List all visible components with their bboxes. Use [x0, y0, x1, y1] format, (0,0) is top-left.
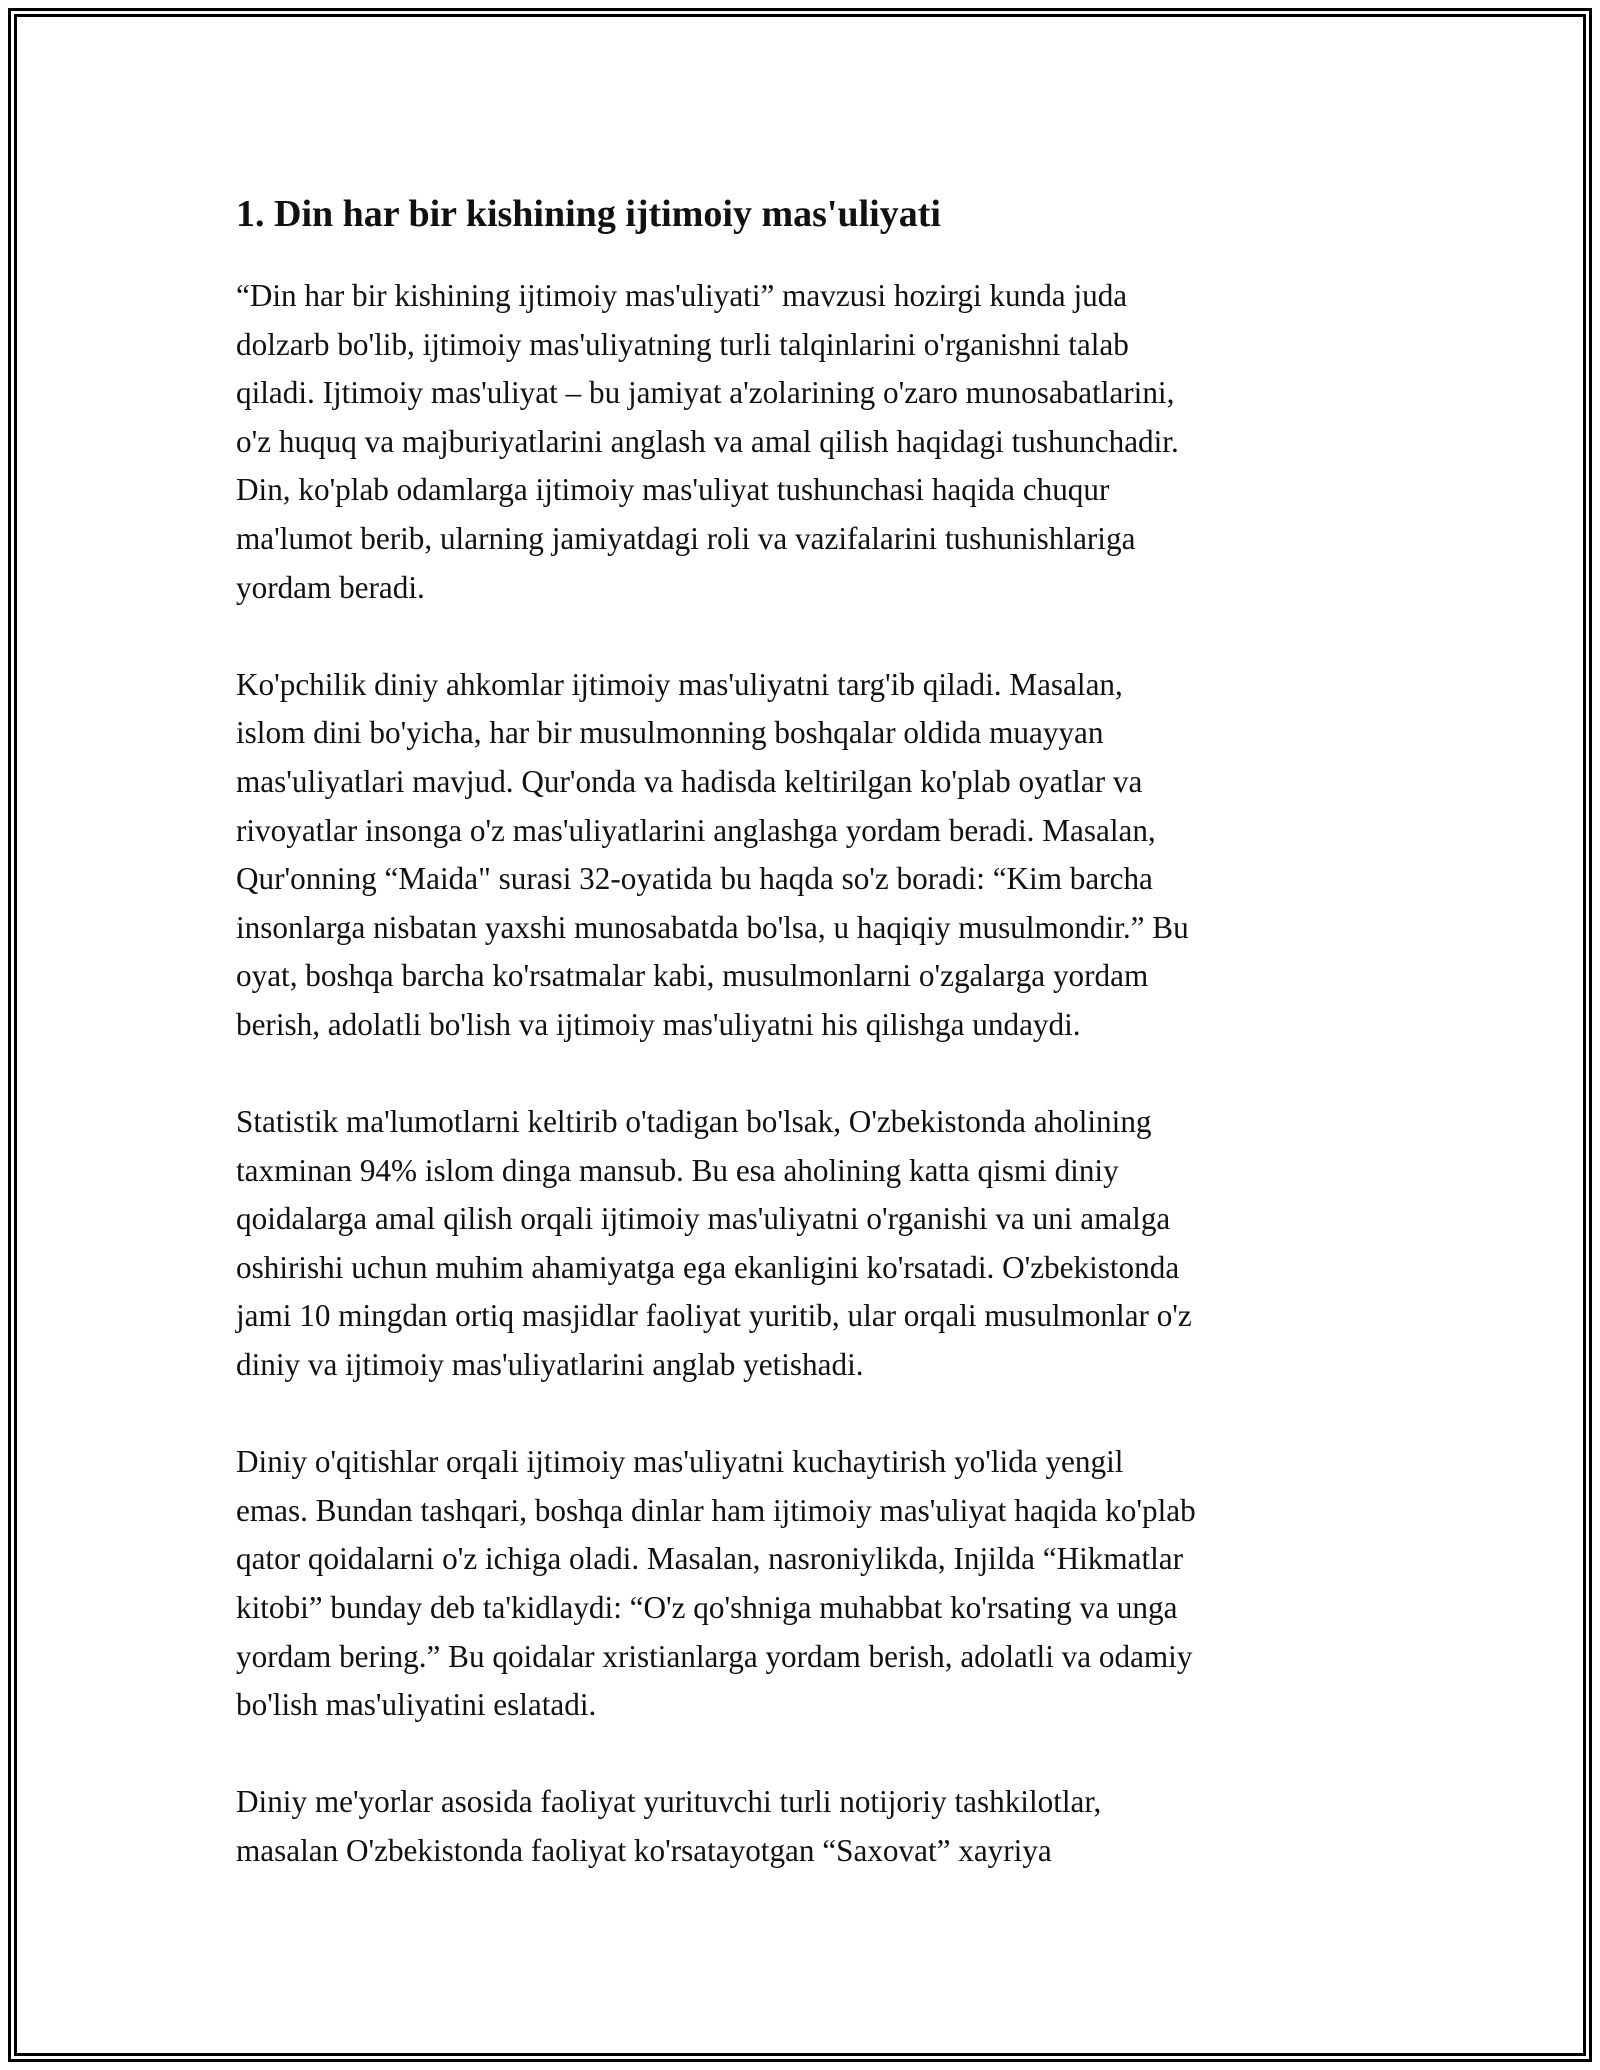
text-line: rivoyatlar insonga o'z mas'uliyatlarini anglashga yordam beradi. Masalan, — [236, 812, 1156, 848]
text-line: dolzarb bo'lib, ijtimoiy mas'uliyatning turli talqinlarini o'rganishni talab — [236, 326, 1129, 362]
text-line: taxminan 94% islom dinga mansub. Bu esa aholining katta qismi diniy — [236, 1152, 1119, 1188]
text-line: Statistik ma'lumotlarni keltirib o'tadigan bo'lsak, O'zbekistonda aholining — [236, 1104, 1152, 1140]
text-line: yordam bering.” Bu qoidalar xristianlarga yordam berish, adolatli va odamiy — [236, 1638, 1193, 1674]
text-line: ma'lumot berib, ularning jamiyatdagi roli va vazifalarini tushunishlariga — [236, 520, 1136, 556]
text-line: Din, ko'plab odamlarga ijtimoiy mas'uliyat tushunchasi haqida chuqur — [236, 472, 1110, 508]
paragraph — [236, 272, 1386, 612]
text-line: kitobi” bunday deb ta'kidlaydi: “O'z qo'shniga muhabbat ko'rsating va unga — [236, 1590, 1178, 1626]
text-line: Diniy o'qitishlar orqali ijtimoiy mas'uliyatni kuchaytirish yo'lida yengil — [236, 1444, 1124, 1480]
text-line: diniy va ijtimoiy mas'uliyatlarini anglab yetishadi. — [236, 1347, 864, 1383]
section-heading: 1. Din har bir kishining ijtimoiy mas'uliyati — [236, 193, 941, 235]
text-line: “Din har bir kishining ijtimoiy mas'uliyati” mavzusi hozirgi kunda juda — [236, 278, 1128, 313]
paragraph — [236, 661, 1386, 1050]
paragraph — [236, 1778, 1386, 1875]
paragraph — [236, 1098, 1386, 1390]
document-body — [236, 186, 1386, 1876]
text-line: islom dini bo'yicha, har bir musulmonning boshqalar oldida muayyan — [236, 715, 1104, 751]
text-line: qoidalarga amal qilish orqali ijtimoiy mas'uliyatni o'rganishi va uni amalga — [236, 1201, 1171, 1237]
text-line: berish, adolatli bo'lish va ijtimoiy mas'uliyatni his qilishga undaydi. — [236, 1006, 1081, 1042]
text-line: oshirishi uchun muhim ahamiyatga ega ekanligini ko'rsatadi. O'zbekistonda — [236, 1249, 1180, 1285]
text-line: bo'lish mas'uliyatini eslatadi. — [236, 1687, 597, 1723]
text-line: masalan O'zbekistonda faoliyat ko'rsatayotgan “Saxovat” xayriya — [236, 1833, 1052, 1868]
text-line: emas. Bundan tashqari, boshqa dinlar ham ijtimoiy mas'uliyat haqida ko'plab — [236, 1492, 1196, 1528]
text-line: Diniy me'yorlar asosida faoliyat yurituvchi turli notijoriy tashkilotlar, — [236, 1784, 1102, 1820]
text-line: jami 10 mingdan ortiq masjidlar faoliyat yuritib, ular orqali musulmonlar o'z — [236, 1298, 1192, 1334]
text-line: mas'uliyatlari mavjud. Qur'onda va hadisda keltirilgan ko'plab oyatlar va — [236, 763, 1143, 799]
text-line: insonlarga nisbatan yaxshi munosabatda bo'lsa, u haqiqiy musulmondir.” Bu — [236, 909, 1189, 945]
text-line: Ko'pchilik diniy ahkomlar ijtimoiy mas'uliyatni targ'ib qiladi. Masalan, — [236, 666, 1123, 702]
text-line: qiladi. Ijtimoiy mas'uliyat – bu jamiyat a'zolarining o'zaro munosabatlarini, — [236, 375, 1175, 411]
text-line: Qur'onning “Maida" surasi 32-oyatida bu haqda so'z boradi: “Kim barcha — [236, 861, 1153, 897]
text-line: o'z huquq va majburiyatlarini anglash va amal qilish haqidagi tushunchadir. — [236, 423, 1179, 459]
text-line: qator qoidalarni o'z ichiga oladi. Masalan, nasroniylikda, Injilda “Hikmatlar — [236, 1541, 1184, 1577]
text-line: oyat, boshqa barcha ko'rsatmalar kabi, musulmonlarni o'zgalarga yordam — [236, 958, 1149, 994]
text-line: yordam beradi. — [236, 569, 425, 605]
paragraph — [236, 1438, 1386, 1730]
paragraph-list — [236, 272, 1386, 1876]
